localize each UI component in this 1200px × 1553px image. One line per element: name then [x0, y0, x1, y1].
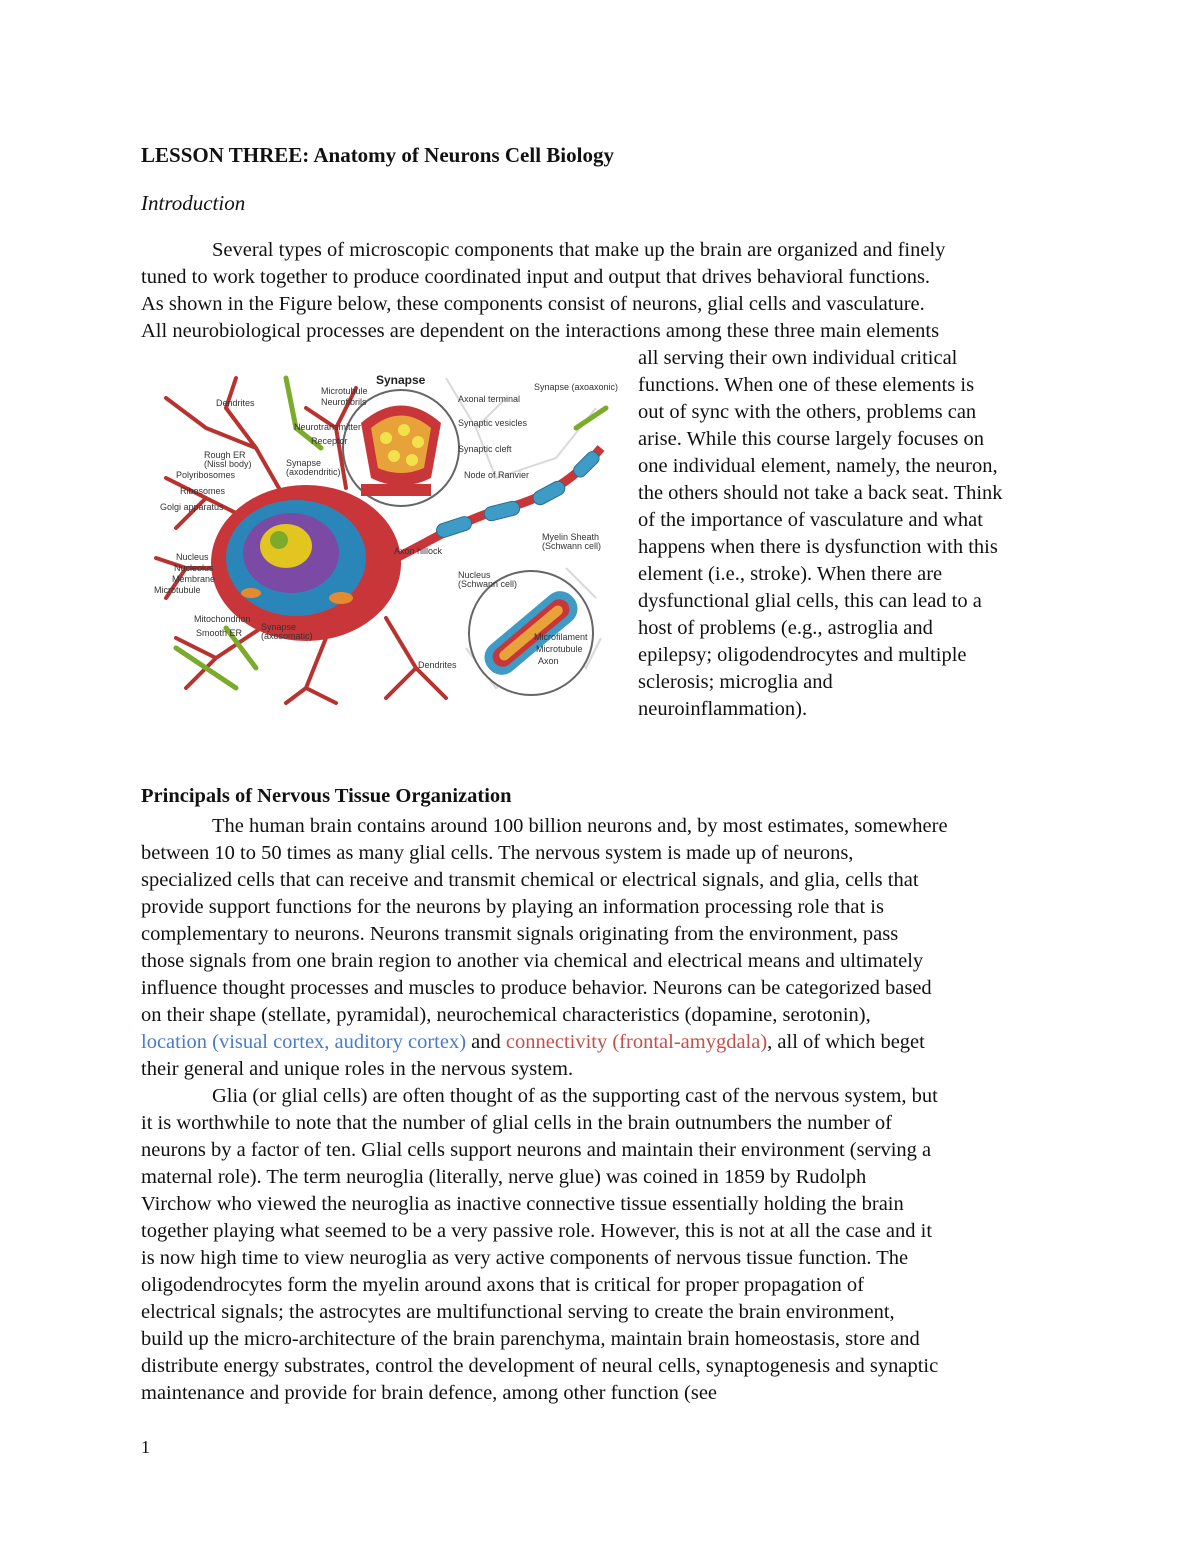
- label-neurofibrils: Neurofibrils: [321, 397, 367, 407]
- label-axon-hillock: Axon hillock: [394, 546, 443, 556]
- label-axonal-terminal: Axonal terminal: [458, 394, 521, 404]
- side-line: out of sync with the others, problems can: [638, 401, 977, 423]
- label-nucleus: Nucleus: [176, 552, 209, 562]
- body-line: [141, 1299, 1061, 1326]
- label-synapse-axoaxonic: Synapse (axoaxonic): [534, 382, 619, 392]
- body-text: between 10 to 50 times as many glial cells. The nervous system is made up of neurons,: [141, 842, 854, 864]
- side-line: of the importance of vasculature and what: [638, 509, 983, 531]
- body-line: [141, 1326, 1061, 1353]
- body-line: [141, 1380, 1061, 1407]
- label-nucleolus: Nucleolus: [174, 563, 214, 573]
- label-smooth-er: Smooth ER: [196, 628, 243, 638]
- body-text: Virchow who viewed the neuroglia as inactive connective tissue essentially holding the brain: [141, 1193, 904, 1215]
- label-nissl-body: (Nissl body): [204, 459, 252, 469]
- body-text: those signals from one brain region to another via chemical and electrical means and ultimately: [141, 950, 924, 972]
- side-line: epilepsy; oligodendrocytes and multiple: [638, 644, 967, 666]
- body-line: [141, 1029, 1061, 1056]
- label-schwann-cell: (Schwann cell): [542, 541, 602, 551]
- body-text: on their shape (stellate, pyramidal), neurochemical characteristics (dopamine, serotonin),: [141, 1004, 871, 1026]
- body-line: [141, 1353, 1061, 1380]
- side-line: dysfunctional glial cells, this can lead to a: [638, 590, 982, 612]
- intro-line: Several types of microscopic components that make up the brain are organized and finely: [212, 239, 946, 261]
- body-line: [212, 813, 948, 840]
- body-line: [141, 1245, 1061, 1272]
- label-receptor: Receptor: [311, 436, 348, 446]
- body-line: [141, 1272, 1061, 1299]
- body-text: specialized cells that can receive and transmit chemical or electrical signals, and glia, cells that: [141, 869, 919, 891]
- label-axon: Axon: [538, 656, 559, 666]
- body-line: [141, 1056, 1061, 1083]
- label-microtubule: Microtubule: [321, 386, 368, 396]
- body-text: provide support functions for the neurons by playing an information processing role that is: [141, 896, 884, 918]
- body-text: neurons by a factor of ten. Glial cells support neurons and maintain their environment (serving a: [141, 1139, 932, 1161]
- label-ribosomes: Ribosomes: [180, 486, 226, 496]
- body-text: build up the micro-architecture of the brain parenchyma, maintain brain homeostasis, store and: [141, 1328, 920, 1350]
- side-line: happens when there is dysfunction with this: [638, 536, 998, 558]
- body-text: their general and unique roles in the nervous system.: [141, 1058, 574, 1080]
- label-synapse-axodendritic: Synapse: [286, 458, 322, 468]
- section-heading-nervous-tissue: Principals of Nervous Tissue Organization: [141, 785, 512, 807]
- body-text: maintenance and provide for brain defence, among other function (see: [141, 1382, 718, 1404]
- body-text: maternal role). The term neuroglia (literally, nerve glue) was coined in 1859 by Rudolph: [141, 1166, 867, 1188]
- body-line: [141, 1110, 1061, 1137]
- label-microtubule-2: Microtubule: [154, 585, 201, 595]
- label-schwann-cell-2: (Schwann cell): [458, 579, 518, 589]
- side-line: host of problems (e.g., astroglia and: [638, 617, 933, 639]
- label-synapse-axosomatic: Synapse: [261, 622, 297, 632]
- label-microfilament: Microfilament: [534, 632, 588, 642]
- link-location[interactable]: location (visual cortex, auditory cortex): [141, 1031, 467, 1053]
- body-text: The human brain contains around 100 billion neurons and, by most estimates, somewhere: [212, 815, 948, 837]
- intro-line: All neurobiological processes are dependent on the interactions among these three main elements: [141, 320, 940, 342]
- label-axodendritic: (axodendritic): [286, 467, 341, 477]
- body-line: [141, 867, 1061, 894]
- link-connectivity[interactable]: connectivity (frontal-amygdala): [505, 1031, 768, 1053]
- body-line: [141, 948, 1061, 975]
- side-line: sclerosis; microglia and: [638, 671, 833, 693]
- body-line: [141, 1191, 1061, 1218]
- body-line: [212, 1083, 938, 1110]
- side-line: neuroinflammation).: [638, 698, 808, 720]
- body-line: [141, 840, 1061, 867]
- body-text: , all of which beget: [767, 1031, 925, 1053]
- label-rough-er: Rough ER: [204, 450, 246, 460]
- side-line: one individual element, namely, the neuron,: [638, 455, 998, 477]
- label-dendrites: Dendrites: [216, 398, 255, 408]
- body-text: Glia (or glial cells) are often thought of as the supporting cast of the nervous system, but: [212, 1085, 938, 1107]
- label-synaptic-cleft: Synaptic cleft: [458, 444, 512, 454]
- body-text: together playing what seemed to be a very passive role. However, this is not at all the case and it: [141, 1220, 933, 1242]
- body-line: [141, 1137, 1061, 1164]
- label-synaptic-vesicles: Synaptic vesicles: [458, 418, 528, 428]
- lesson-title: LESSON THREE: Anatomy of Neurons Cell Biology: [141, 143, 614, 167]
- side-line: all serving their own individual critical: [638, 347, 958, 369]
- label-membrane: Membrane: [172, 574, 216, 584]
- body-line: [141, 921, 1061, 948]
- body-text: and: [466, 1031, 506, 1053]
- body-text: distribute energy substrates, control the development of neural cells, synaptogenesis and synaptic: [141, 1355, 939, 1377]
- body-text: is now high time to view neuroglia as very active components of nervous tissue function. The: [141, 1247, 909, 1269]
- body-text: complementary to neurons. Neurons transmit signals originating from the environment, pass: [141, 923, 899, 945]
- label-node-of-ranvier: Node of Ranvier: [464, 470, 530, 480]
- body-text: oligodendrocytes form the myelin around axons that is critical for proper propagation of: [141, 1274, 864, 1296]
- label-nucleus-schwann: Nucleus: [458, 570, 491, 580]
- label-neurotransmitter: Neurotransmitter: [294, 422, 362, 432]
- intro-line: As shown in the Figure below, these components consist of neurons, glial cells and vasculature.: [141, 293, 925, 315]
- side-line: functions. When one of these elements is: [638, 374, 975, 396]
- body-line: [141, 1002, 1061, 1029]
- label-axosomatic: (axosomatic): [261, 631, 313, 641]
- label-microtubule-3: Microtubule: [536, 644, 583, 654]
- label-polyribosomes: Polyribosomes: [176, 470, 236, 480]
- body-line: [141, 1218, 1061, 1245]
- label-golgi: Golgi apparatus: [160, 502, 224, 512]
- label-myelin-sheath: Myelin Sheath: [542, 532, 600, 542]
- label-dendrites-2: Dendrites: [418, 660, 457, 670]
- neuron-anatomy-figure: [146, 368, 619, 704]
- body-line: [141, 894, 1061, 921]
- figure-title-synapse: Synapse: [376, 373, 426, 387]
- side-line: element (i.e., stroke). When there are: [638, 563, 943, 585]
- body-text: influence thought processes and muscles to produce behavior. Neurons can be categorized based: [141, 977, 932, 999]
- body-line: [141, 975, 1061, 1002]
- section-label-introduction: Introduction: [141, 191, 246, 215]
- side-line: arise. While this course largely focuses on: [638, 428, 984, 450]
- page-number: 1: [141, 1437, 150, 1457]
- side-line: the others should not take a back seat. Think: [638, 482, 1003, 504]
- label-mitochondrion: Mitochondrion: [194, 614, 251, 624]
- body-text: electrical signals; the astrocytes are multifunctional serving to create the brain environment,: [141, 1301, 895, 1323]
- body-line: [141, 1164, 1061, 1191]
- intro-line: tuned to work together to produce coordinated input and output that drives behavioral functions.: [141, 266, 931, 288]
- body-text: it is worthwhile to note that the number of glial cells in the brain outnumbers the number of: [141, 1112, 892, 1134]
